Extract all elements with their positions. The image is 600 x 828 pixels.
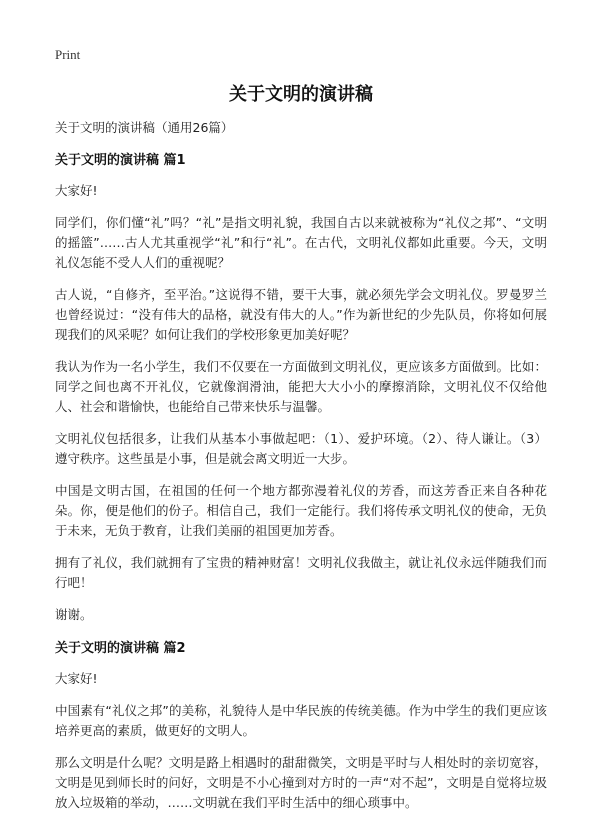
document-subtitle: 关于文明的演讲稿（通用26篇）	[55, 120, 234, 135]
paragraph: 那么文明是什么呢？文明是路上相遇时的甜甜微笑，文明是平时与人相处时的亲切宽容，文明是见到师长时的问好，文明是不小心撞到对方时的一声“对不起”，文明是自觉将垃圾放入垃圾箱的举动，……文明就在我们平时生活中的细心琐事中。	[55, 755, 547, 810]
paragraph: 中国是文明古国，在祖国的任何一个地方都弥漫着礼仪的芳香，而这芳香正来自各种花朵。你，便是他们的份子。相信自己，我们一定能行。我们将传承文明礼仪的使命，无负于未来，无负于教育，让我们美丽的祖国更加芳香。	[55, 483, 547, 538]
paragraph: 大家好!	[55, 671, 98, 686]
paragraph: 文明礼仪包括很多，让我们从基本小事做起吧：（1）、爱护环境。（2）、待人谦让。（3）遵守秩序。这些虽是小事，但是就会离文明近一大步。	[55, 431, 547, 466]
paragraph: 古人说，“自修齐，至平治。”这说得不错，要干大事，就必须先学会文明礼仪。罗曼罗兰也曾经说过：“没有伟大的品格，就没有伟大的人。”作为新世纪的少先队员，你将如何展现我们的风采呢？如何让我们的学校形象更加美好呢？	[55, 287, 547, 342]
paragraph: 我认为作为一名小学生，我们不仅要在一方面做到文明礼仪，更应该多方面做到。比如：同学之间也离不开礼仪，它就像润滑油，能把大大小小的摩擦消除，文明礼仪不仅给他人、社会和谐愉快，也能给自己带来快乐与温馨。	[55, 359, 547, 414]
section-1	[55, 152, 547, 625]
paragraph: 拥有了礼仪，我们就拥有了宝贵的精神财富！文明礼仪我做主，就让礼仪永远伴随我们而行吧！	[55, 555, 547, 590]
paragraph: 中国素有“礼仪之邦”的美称，礼貌待人是中华民族的传统美德。作为中学生的我们更应该培养更高的素质，做更好的文明人。	[55, 703, 547, 738]
section-2	[55, 640, 547, 813]
paragraph: 同学们，你们懂“礼”吗？“礼”是指文明礼貌，我国自古以来就被称为“礼仪之邦”、“文明的摇篮”……古人尤其重视学“礼”和行“礼”。在古代，文明礼仪都如此重要。今天，文明礼仪怎能不受人人们的重视呢？	[55, 215, 547, 270]
paragraph: 大家好!	[55, 183, 98, 198]
print-link[interactable]: Print	[55, 47, 81, 62]
section-heading: 关于文明的演讲稿 篇2	[55, 641, 186, 656]
document-title: 关于文明的演讲稿	[229, 84, 373, 105]
paragraph: 谢谢。	[55, 607, 93, 622]
section-heading: 关于文明的演讲稿 篇1	[55, 153, 186, 168]
